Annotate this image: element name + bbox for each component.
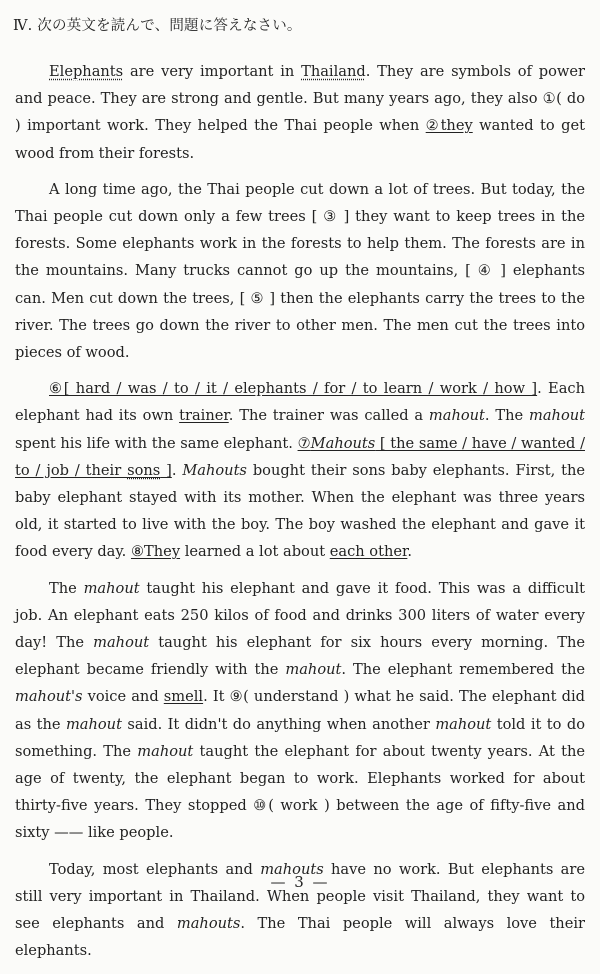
text-run: spent his life with the same elephant. (15, 434, 298, 452)
text-run: taught his elephant for six hours every morning. The elephant became friendly with the (15, 634, 585, 679)
text-run: . They are symbols of power and peace. They are strong and gentle. But many years ago, they also ①( do ) important work. They helped the Thai people when (15, 63, 585, 135)
text-run: voice and (82, 688, 164, 706)
text-run: . It ⑨( understand ) what he said. The elephant did as the (15, 688, 585, 733)
underlined-word: ②they (425, 117, 473, 135)
text-run: ⑦ (297, 434, 311, 452)
paragraph-5 (15, 856, 585, 965)
text-run: . (171, 461, 183, 479)
italic-word: mahout (285, 661, 342, 679)
underlined-phrase: each other (329, 543, 408, 561)
underlined-word: ⑧They (130, 543, 181, 561)
italic-word: mahout (529, 407, 585, 425)
underlined-word: Thailand (301, 63, 366, 80)
underlined-word: trainer (179, 407, 229, 425)
section-heading: Ⅳ. 次の英文を読んで、問題に答えなさい。 (13, 18, 302, 34)
text-run: . The elephant remembered the (341, 661, 586, 679)
paragraph-3 (15, 375, 585, 565)
italic-word: Mahouts (310, 434, 376, 452)
text-run: [ the same / have / wanted / to / job / their (15, 434, 585, 479)
italic-word: mahouts (176, 915, 241, 933)
text-run: wanted to get wood from their forests. (15, 117, 585, 162)
paragraph-2 (15, 176, 585, 366)
text-run: ] (160, 461, 172, 479)
page-number: — 3 — (270, 873, 330, 891)
italic-word: mahouts (260, 860, 324, 878)
text-run: learned a lot about (180, 543, 330, 561)
text-run: . (407, 543, 412, 561)
text-run: taught the elephant for about twenty years. At the age of twenty, the elephant began to work. Elephants worked for about thirty-five years. They stopped ⑩( work ) between the age of fifty-five and sixty —— like people. (15, 742, 585, 842)
italic-word: mahout (93, 634, 150, 652)
text-run: Today, most elephants and (49, 860, 261, 878)
italic-word: Mahouts (182, 461, 247, 479)
underlined-word: sons (127, 461, 161, 479)
text-run: told it to do something. The (15, 715, 585, 760)
italic-word: mahout (137, 742, 194, 760)
paragraph-1 (15, 58, 585, 167)
text-run: . The trainer was called a (228, 407, 429, 425)
italic-word: mahout (65, 715, 122, 733)
italic-word: mahout (435, 715, 492, 733)
underlined-word: Elephants (49, 63, 124, 80)
passage (15, 58, 585, 974)
text-run: taught his elephant and gave it food. This was a difficult job. An elephant eats 250 kilos of food and drinks 300 liters of water every day! The (15, 579, 585, 652)
italic-word: mahout (428, 407, 485, 425)
paragraph-4 (15, 575, 585, 847)
text-run: bought their sons baby elephants. First, the baby elephant stayed with its mother. When the elephant was three years old, it started to live with the boy. The boy washed the elephant and gave it food every day. (15, 461, 585, 561)
text-run: . The (484, 407, 529, 425)
text-run: . The Thai people will always love their elephants. (15, 915, 585, 960)
italic-word: mahout's (15, 688, 83, 706)
text-run: A long time ago, the Thai people cut down a lot of trees. But today, the Thai people cut down only a few trees [ ③ ] they want to keep trees in the forests. Some elephants work in the forests to help them. The forests are in the mountains. Many trucks cannot go up the mountains, [ ④ ] elephants can. Men cut down the trees, [ ⑤ ] then the elephants carry the trees to the river. The trees go down the river to other men. The men cut the trees into pieces of wood. (15, 180, 585, 362)
text-run: . Each elephant had its own (15, 380, 585, 425)
underlined-phrase: ⑥[ hard / was / to / it / elephants / for / to learn / work / how ] (49, 380, 538, 398)
underlined-word: smell (163, 688, 204, 706)
text-run: said. It didn't do anything when another (121, 715, 436, 733)
text-run: The (49, 579, 84, 597)
italic-word: mahout (83, 579, 140, 597)
text-run: have no work. But elephants are still very important in Thailand. When people visit Thailand, they want to see elephants and (15, 860, 585, 933)
text-run: are very important in (123, 63, 302, 80)
